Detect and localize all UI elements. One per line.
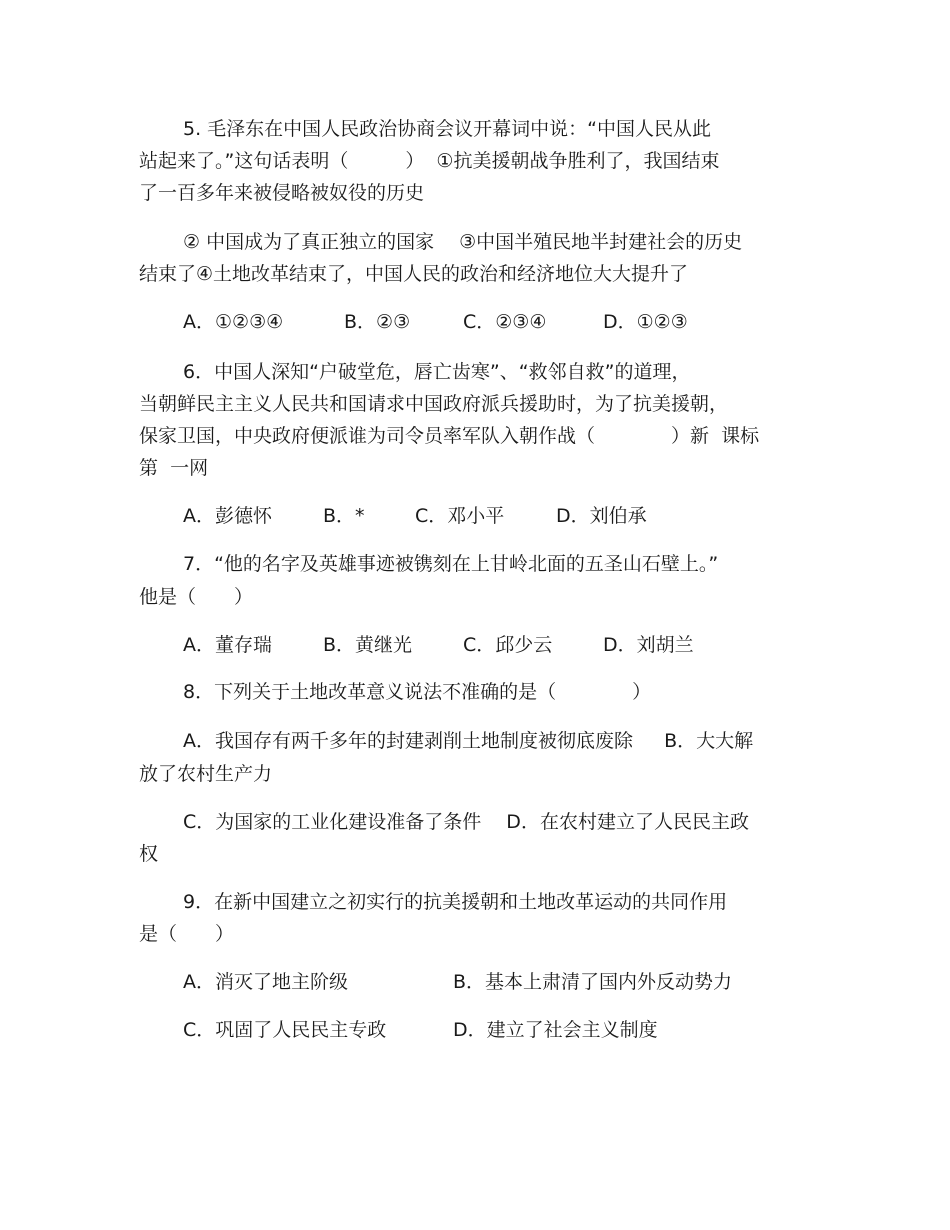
q9-option-c: C．巩固了人民民主专政 <box>183 1019 387 1041</box>
q7-option-d: D．刘胡兰 <box>603 634 694 656</box>
q8-stem-line-1: 8．下列关于土地改革意义说法不准确的是（ ） <box>183 681 652 703</box>
q6-option-b: B．* <box>323 505 365 527</box>
q5-statement-line-2: 结束了④土地改革结束了，中国人民的政治和经济地位大大提升了 <box>139 263 689 285</box>
q6-stem-line-2: 当朝鲜民主主义人民共和国请求中国政府派兵援助时，为了抗美援朝， <box>139 393 729 415</box>
q5-option-a: A．①②③④ <box>183 311 284 333</box>
q6-option-d: D．刘伯承 <box>556 505 647 527</box>
q7-stem-line-2: 他是（ ） <box>139 586 254 608</box>
q7-stem-line-1: 7．“他的名字及英雄事迹被镌刻在上甘岭北面的五圣山石壁上。” <box>183 553 719 575</box>
q9-stem-line-1: 9．在新中国建立之初实行的抗美援朝和土地改革运动的共同作用 <box>183 891 728 913</box>
q5-option-c: C．②③④ <box>463 311 547 333</box>
q8-option-line-3: C．为国家的工业化建设准备了条件 D．在农村建立了人民民主政 <box>183 811 749 833</box>
q6-option-a: A．彭德怀 <box>183 505 272 527</box>
q6-stem-line-4: 第 一网 <box>139 457 209 479</box>
q5-statement-line-1: ② 中国成为了真正独立的国家 ③中国半殖民地半封建社会的历史 <box>183 231 743 253</box>
q5-stem-line-2: 站起来了。”这句话表明（ ） ①抗美援朝战争胜利了，我国结束 <box>139 150 720 172</box>
q8-option-line-1: A．我国存有两千多年的封建剥削土地制度被彻底废除 B．大大解 <box>183 730 754 752</box>
q7-option-b: B．黄继光 <box>323 634 413 656</box>
q9-stem-line-2: 是（ ） <box>139 923 235 945</box>
q5-option-b: B．②③ <box>344 311 411 333</box>
q7-option-c: C．邱少云 <box>463 634 553 656</box>
q5-stem-line-1: 5. 毛泽东在中国人民政治协商会议开幕词中说：“中国人民从此 <box>183 118 712 140</box>
q8-option-line-4: 权 <box>139 843 159 865</box>
q6-stem-line-1: 6．中国人深知“户破堂危，唇亡齿寒”、“救邻自救”的道理， <box>183 361 691 383</box>
q6-option-c: C．邓小平 <box>415 505 505 527</box>
q5-option-d: D．①②③ <box>603 311 688 333</box>
q8-option-line-2: 放了农村生产力 <box>139 763 273 785</box>
q9-option-d: D．建立了社会主义制度 <box>453 1019 658 1041</box>
q7-option-a: A．董存瑞 <box>183 634 272 656</box>
q9-option-b: B．基本上肃清了国内外反动势力 <box>453 971 733 993</box>
q6-stem-line-3: 保家卫国，中央政府便派谁为司令员率军队入朝作战（ ）新 课标 <box>139 425 760 447</box>
q9-option-a: A．消灭了地主阶级 <box>183 971 348 993</box>
q5-stem-line-3: 了一百多年来被侵略被奴役的历史 <box>139 182 425 204</box>
